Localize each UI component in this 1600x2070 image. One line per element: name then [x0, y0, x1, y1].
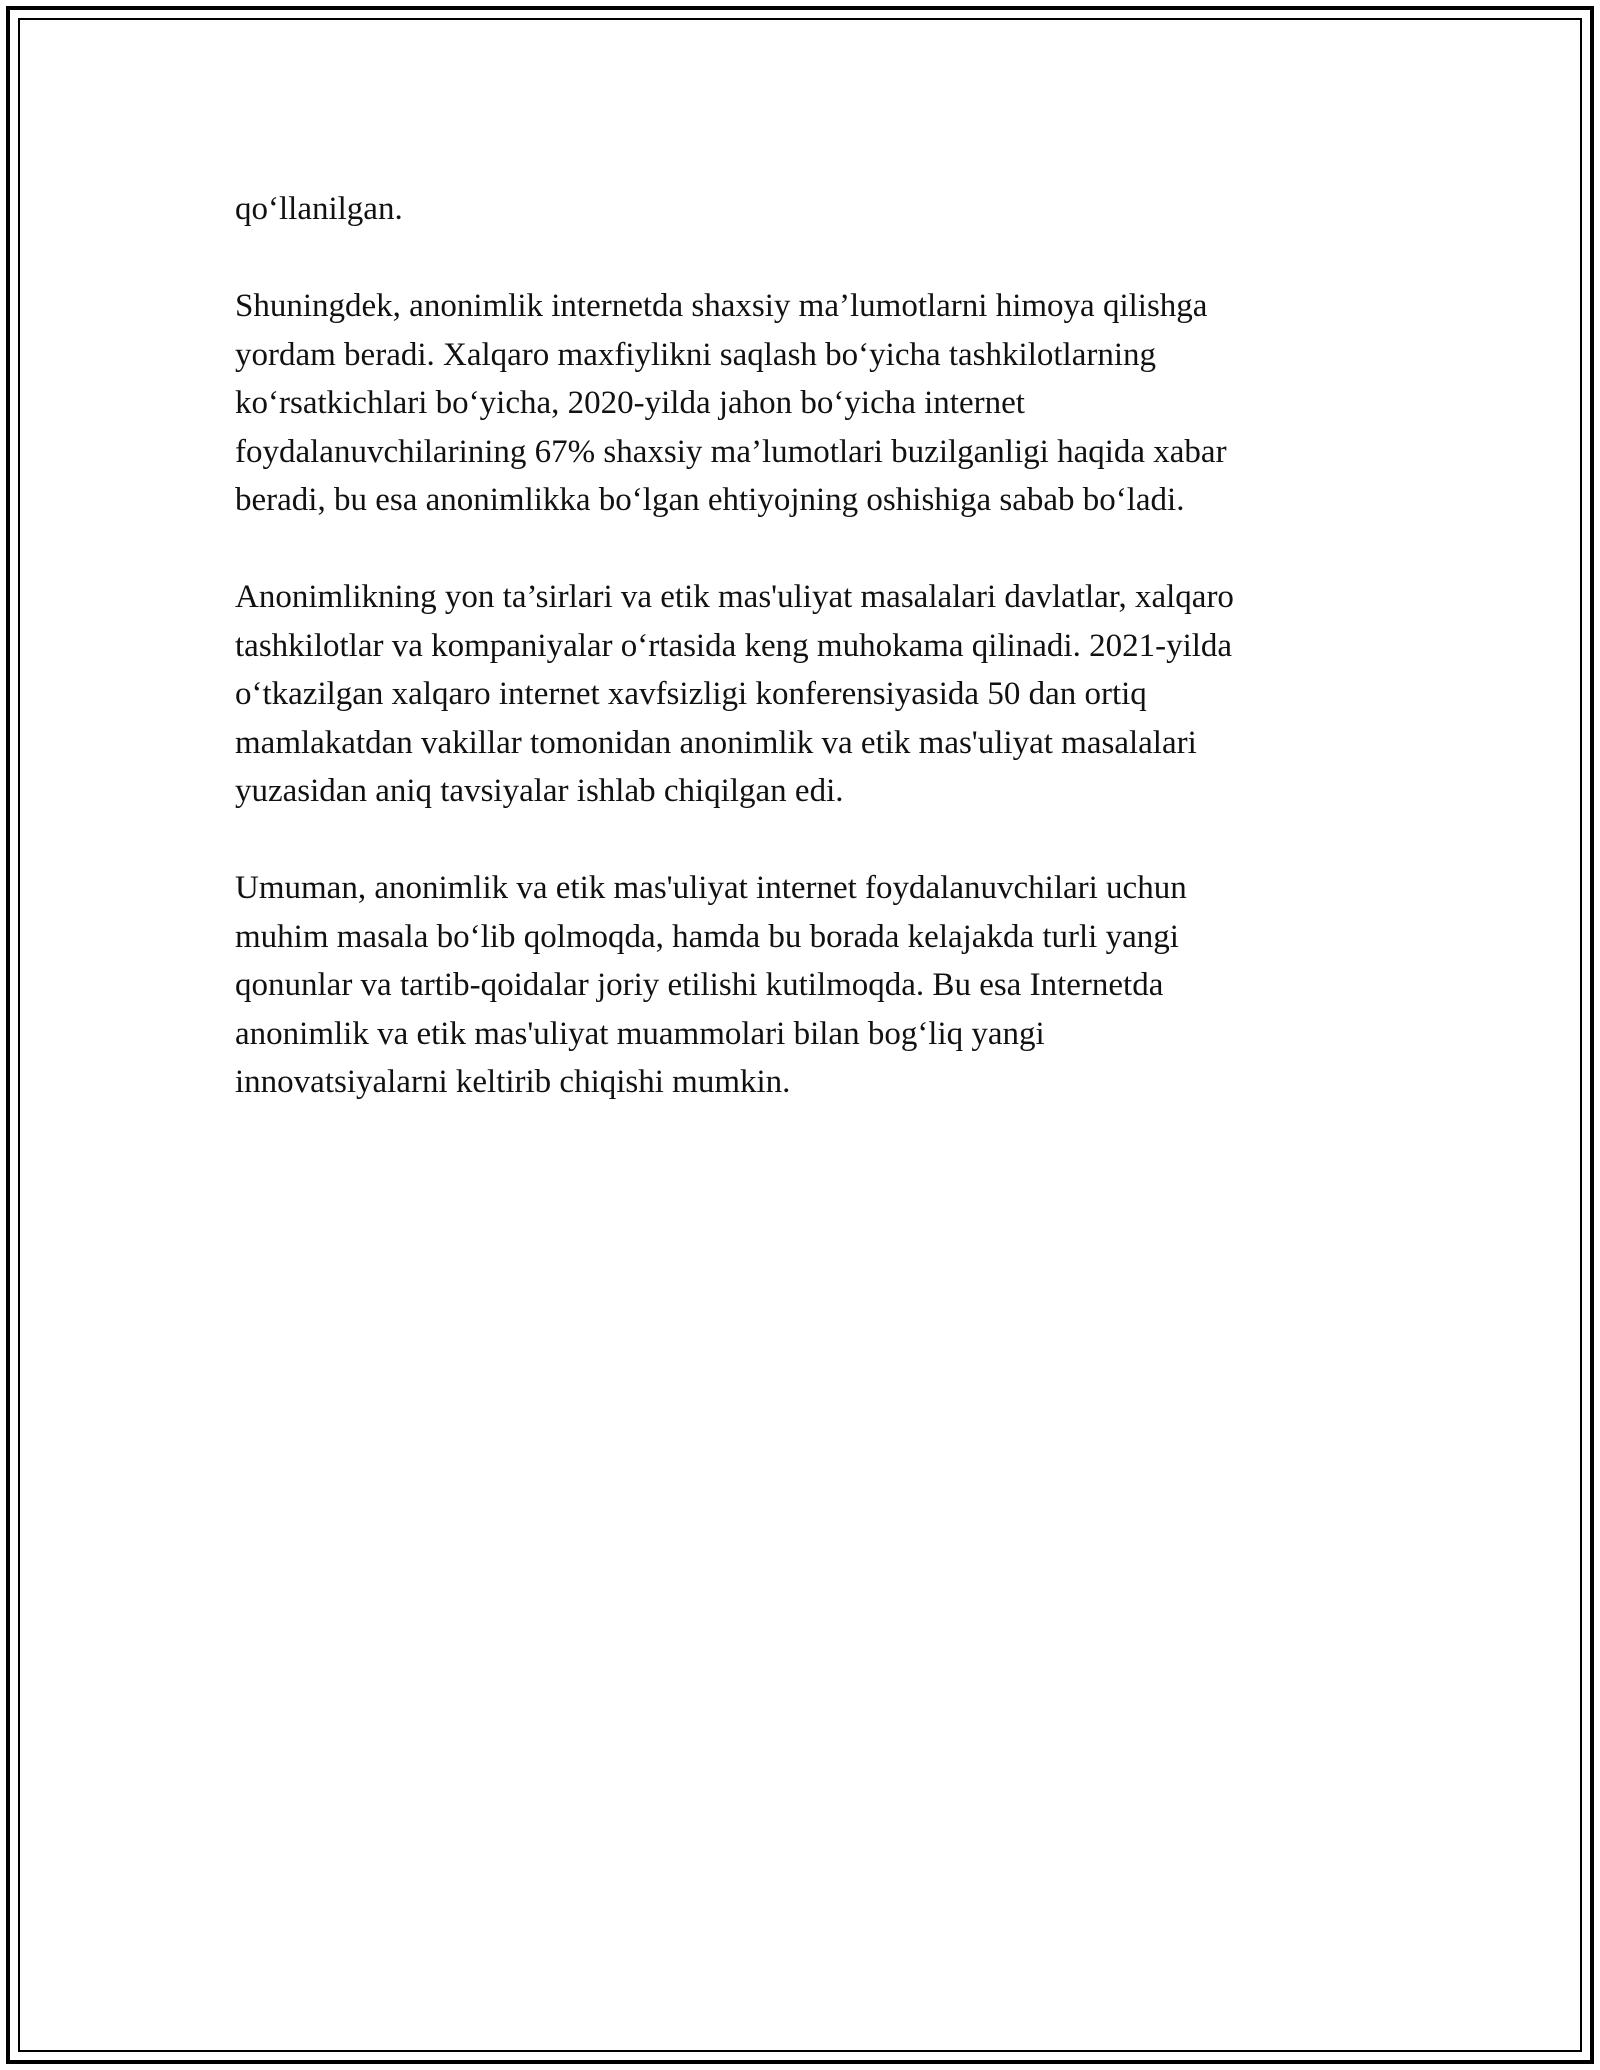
paragraph-ethics-discussion: Anonimlikning yon ta’sirlari va etik mas'uliyat masalalari davlatlar, xalqaro tashkilotlar va kompaniyalar o‘rtasida keng muhokama qilinadi. 2021-yilda o‘tkazilgan xalqaro internet xavfsizligi konferensiyasida 50 dan ortiq mamlakatdan vakillar tomonidan anonimlik va etik mas'uliyat masalalari yuzasidan aniq tavsiyalar ishlab chiqilgan edi. — [235, 579, 1234, 809]
document-body — [235, 185, 1375, 1155]
paragraph-continuation: qo‘llanilgan. — [235, 191, 403, 227]
paragraph-privacy-protection: Shuningdek, anonimlik internetda shaxsiy ma’lumotlarni himoya qilishga yordam beradi. Xalqaro maxfiylikni saqlash bo‘yicha tashkilotlarning ko‘rsatkichlari bo‘yicha, 2020-yilda jahon bo‘yicha internet foydalanuvchilarining 67% shaxsiy ma’lumotlari buzilganligi haqida xabar beradi, bu esa anonimlikka bo‘lgan ehtiyojning oshishiga sabab bo‘ladi. — [235, 288, 1227, 518]
paragraph-conclusion: Umuman, anonimlik va etik mas'uliyat internet foydalanuvchilari uchun muhim masala bo‘lib qolmoqda, hamda bu borada kelajakda turli yangi qonunlar va tartib-qoidalar joriy etilishi kutilmoqda. Bu esa Internetda anonimlik va etik mas'uliyat muammolari bilan bog‘liq yangi innovatsiyalarni keltirib chiqishi mumkin. — [235, 870, 1187, 1100]
